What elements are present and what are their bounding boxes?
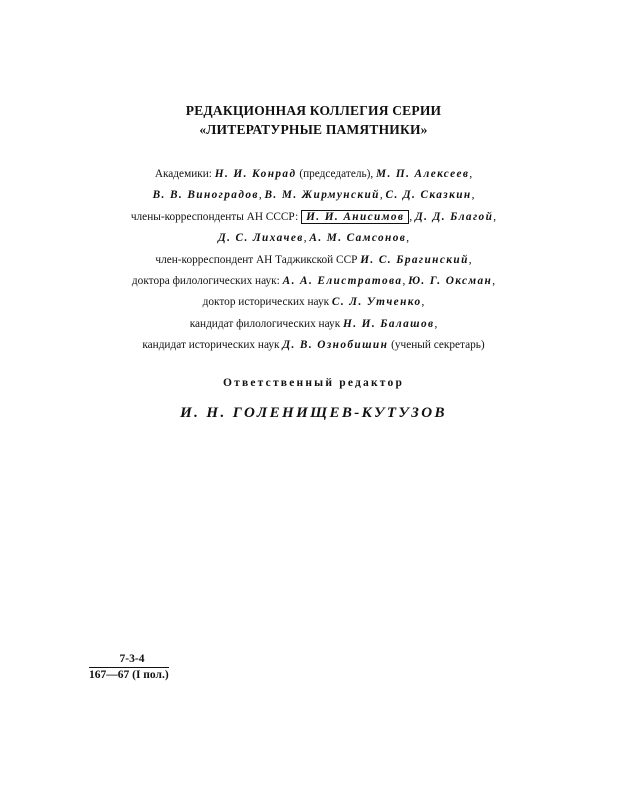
member-name: В. М. Жирмунский xyxy=(264,189,380,202)
board-line-tajik-member xyxy=(0,250,627,271)
separator: , xyxy=(421,296,425,309)
catalog-code: 7-3-4 xyxy=(119,653,145,665)
member-name: В. В. Виноградов xyxy=(152,189,259,202)
responsible-editor-name: И. Н. ГОЛЕНИЩЕВ-КУТУЗОВ xyxy=(180,405,447,421)
member-name: И. С. Брагинский xyxy=(360,253,469,266)
separator: , xyxy=(402,275,409,288)
label-philology-doctors: доктора филологических наук: xyxy=(131,275,283,288)
member-name: Н. И. Балашов xyxy=(343,317,435,330)
member-name: Д. Д. Благой xyxy=(415,210,494,223)
separator: , xyxy=(492,275,496,288)
label-history-doctor: доктор исторических наук xyxy=(202,296,332,309)
editorial-board-list xyxy=(0,164,627,357)
member-name: С. Л. Утченко xyxy=(331,296,422,309)
board-line-academicians-cont xyxy=(0,185,627,206)
series-board-title: РЕДАКЦИОННАЯ КОЛЛЕГИЯ СЕРИИ xyxy=(185,103,442,118)
series-name-title: «ЛИТЕРАТУРНЫЕ ПАМЯТНИКИ» xyxy=(199,122,428,137)
member-name: Д. С. Лихачев xyxy=(217,232,304,245)
separator: , xyxy=(493,210,497,223)
label-history-candidate: кандидат исторических наук xyxy=(142,339,283,352)
member-name: А. М. Самсонов xyxy=(309,232,407,245)
separator: , xyxy=(379,189,386,202)
separator: , xyxy=(406,232,410,245)
separator: , xyxy=(469,168,473,180)
responsible-editor-label: Ответственный редактор xyxy=(222,377,405,389)
label-academicians: Академики: xyxy=(154,168,215,180)
separator: , xyxy=(409,210,416,223)
label-corresponding-members: члены-корреспонденты АН СССР: xyxy=(130,210,302,223)
label-tajik-member: член-корреспондент АН Таджикской ССР xyxy=(155,253,361,266)
role-note: (ученый секретарь) xyxy=(388,339,485,352)
board-line-philology-candidate xyxy=(0,314,627,335)
separator: , xyxy=(303,232,310,245)
separator: , xyxy=(434,317,438,330)
member-name-boxed: И. И. Анисимов xyxy=(301,210,409,224)
label-philology-candidate: кандидат филологических наук xyxy=(189,317,344,330)
publication-code: 167—67 (I пол.) xyxy=(89,669,169,681)
separator: , xyxy=(258,189,265,202)
member-name: М. П. Алексеев xyxy=(376,168,470,180)
board-line-academicians xyxy=(0,164,627,185)
board-line-history-candidate xyxy=(0,335,627,356)
member-name: Ю. Г. Оксман xyxy=(408,275,493,288)
member-name: Д. В. Ознобишин xyxy=(282,339,389,352)
board-line-corresponding-members xyxy=(0,207,627,228)
board-line-philology-doctors xyxy=(0,271,627,292)
member-name: Н. И. Конрад xyxy=(214,168,297,180)
board-line-history-doctor xyxy=(0,292,627,313)
member-name: С. Д. Сказкин xyxy=(385,189,472,202)
separator: , xyxy=(471,189,475,202)
separator: , xyxy=(468,253,472,266)
board-line-corresponding-members-cont xyxy=(0,228,627,249)
member-name: А. А. Елистратова xyxy=(282,275,403,288)
role-note: (председатель), xyxy=(296,168,377,180)
